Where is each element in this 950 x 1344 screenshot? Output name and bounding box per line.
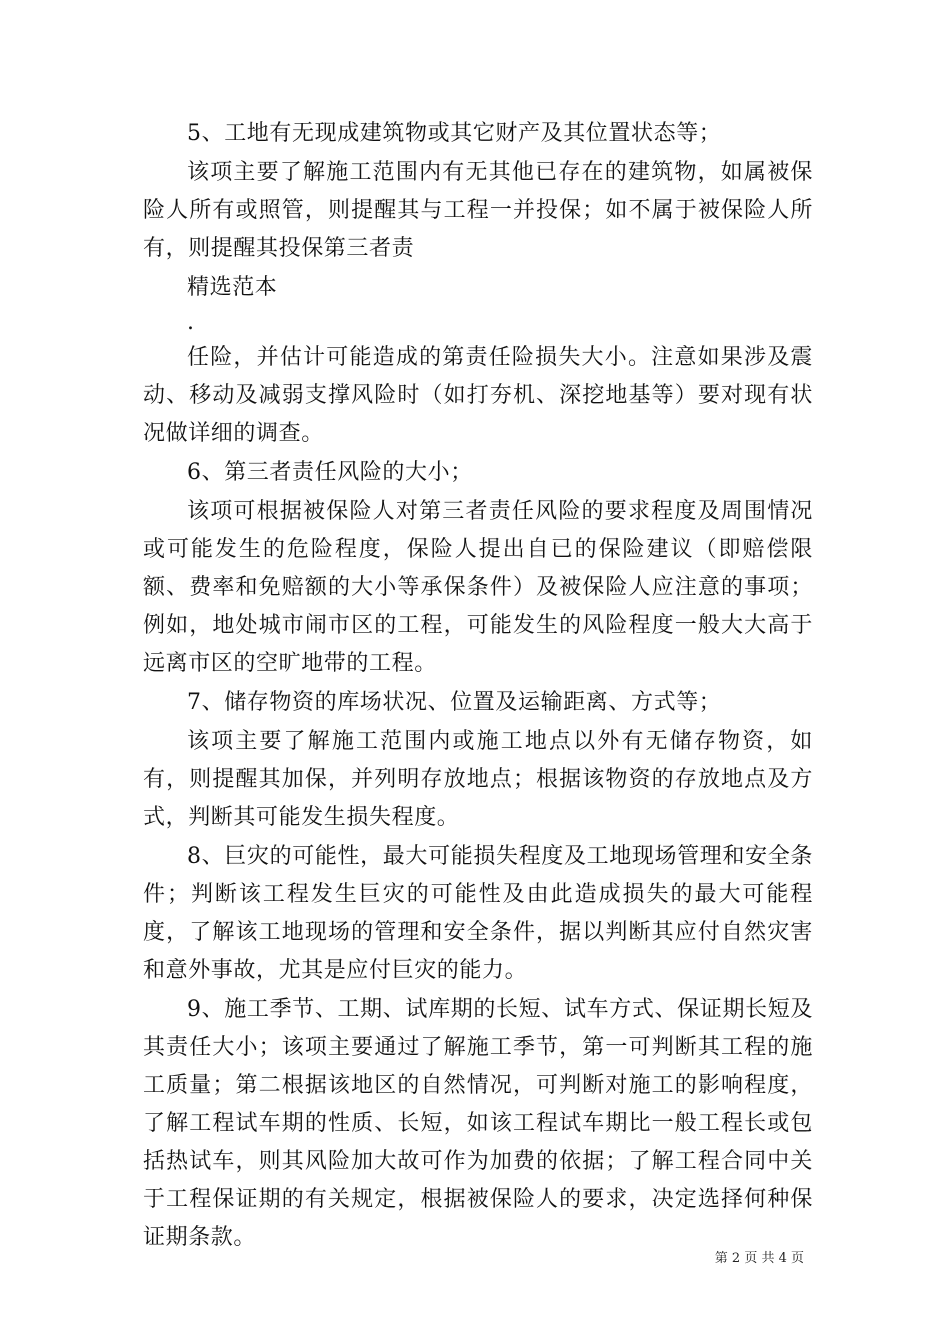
- paragraph-item-6-body: 该项可根据被保险人对第三者责任风险的要求程度及周围情况或可能发生的危险程度，保险人提出自已的保险建议（即赔偿限额、费率和免赔额的大小等承保条件）及被保险人应注意的事项；例如，地处城市闹市区的工程，可能发生的风险程度一般大大高于远离市区的空旷地带的工程。: [143, 499, 813, 676]
- paragraph-item-7-body: 该项主要了解施工范围内或施工地点以外有无储存物资，如有，则提醒其加保，并列明存放地点；根据该物资的存放地点及方式，判断其可能发生损失程度。: [143, 729, 813, 830]
- separator-dot: .: [187, 310, 195, 335]
- paragraph-item-7-heading: 7、储存物资的库场状况、位置及运输距离、方式等；: [187, 690, 722, 715]
- paragraph-item-5-body: 该项主要了解施工范围内有无其他已存在的建筑物，如属被保险人所有或照管，则提醒其与工程一并投保；如不属于被保险人所有，则提醒其投保第三者责: [143, 160, 813, 261]
- page-number-footer: 第 2 页 共 4 页: [714, 1251, 804, 1266]
- paragraph-item-5-continued: 任险，并估计可能造成的第责任险损失大小。注意如果涉及震动、移动及减弱支撑风险时（如打夯机、深挖地基等）要对现有状况做详细的调查。: [143, 345, 813, 446]
- document-body: [143, 115, 813, 1258]
- paragraph-item-9: 9、施工季节、工期、试库期的长短、试车方式、保证期长短及其责任大小；该项主要通过了解施工季节，第一可判断其工程的施工质量；第二根据该地区的自然情况，可判断对施工的影响程度，了解工程试车期的性质、长短，如该工程试车期比一般工程长或包括热试车，则其风险加大故可作为加费的依据；了解工程合同中关于工程保证期的有关规定，根据被保险人的要求，决定选择何种保证期条款。: [143, 997, 813, 1250]
- paragraph-item-6-heading: 6、第三者责任风险的大小；: [187, 460, 473, 485]
- watermark-text: 精选范本: [187, 275, 278, 300]
- paragraph-item-5-heading: 5、工地有无现成建筑物或其它财产及其位置状态等；: [187, 121, 722, 146]
- paragraph-item-8: 8、巨灾的可能性，最大可能损失程度及工地现场管理和安全条件；判断该工程发生巨灾的可能性及由此造成损失的最大可能程度，了解该工地现场的管理和安全条件，据以判断其应付自然灾害和意外事故，尤其是应付巨灾的能力。: [143, 844, 813, 983]
